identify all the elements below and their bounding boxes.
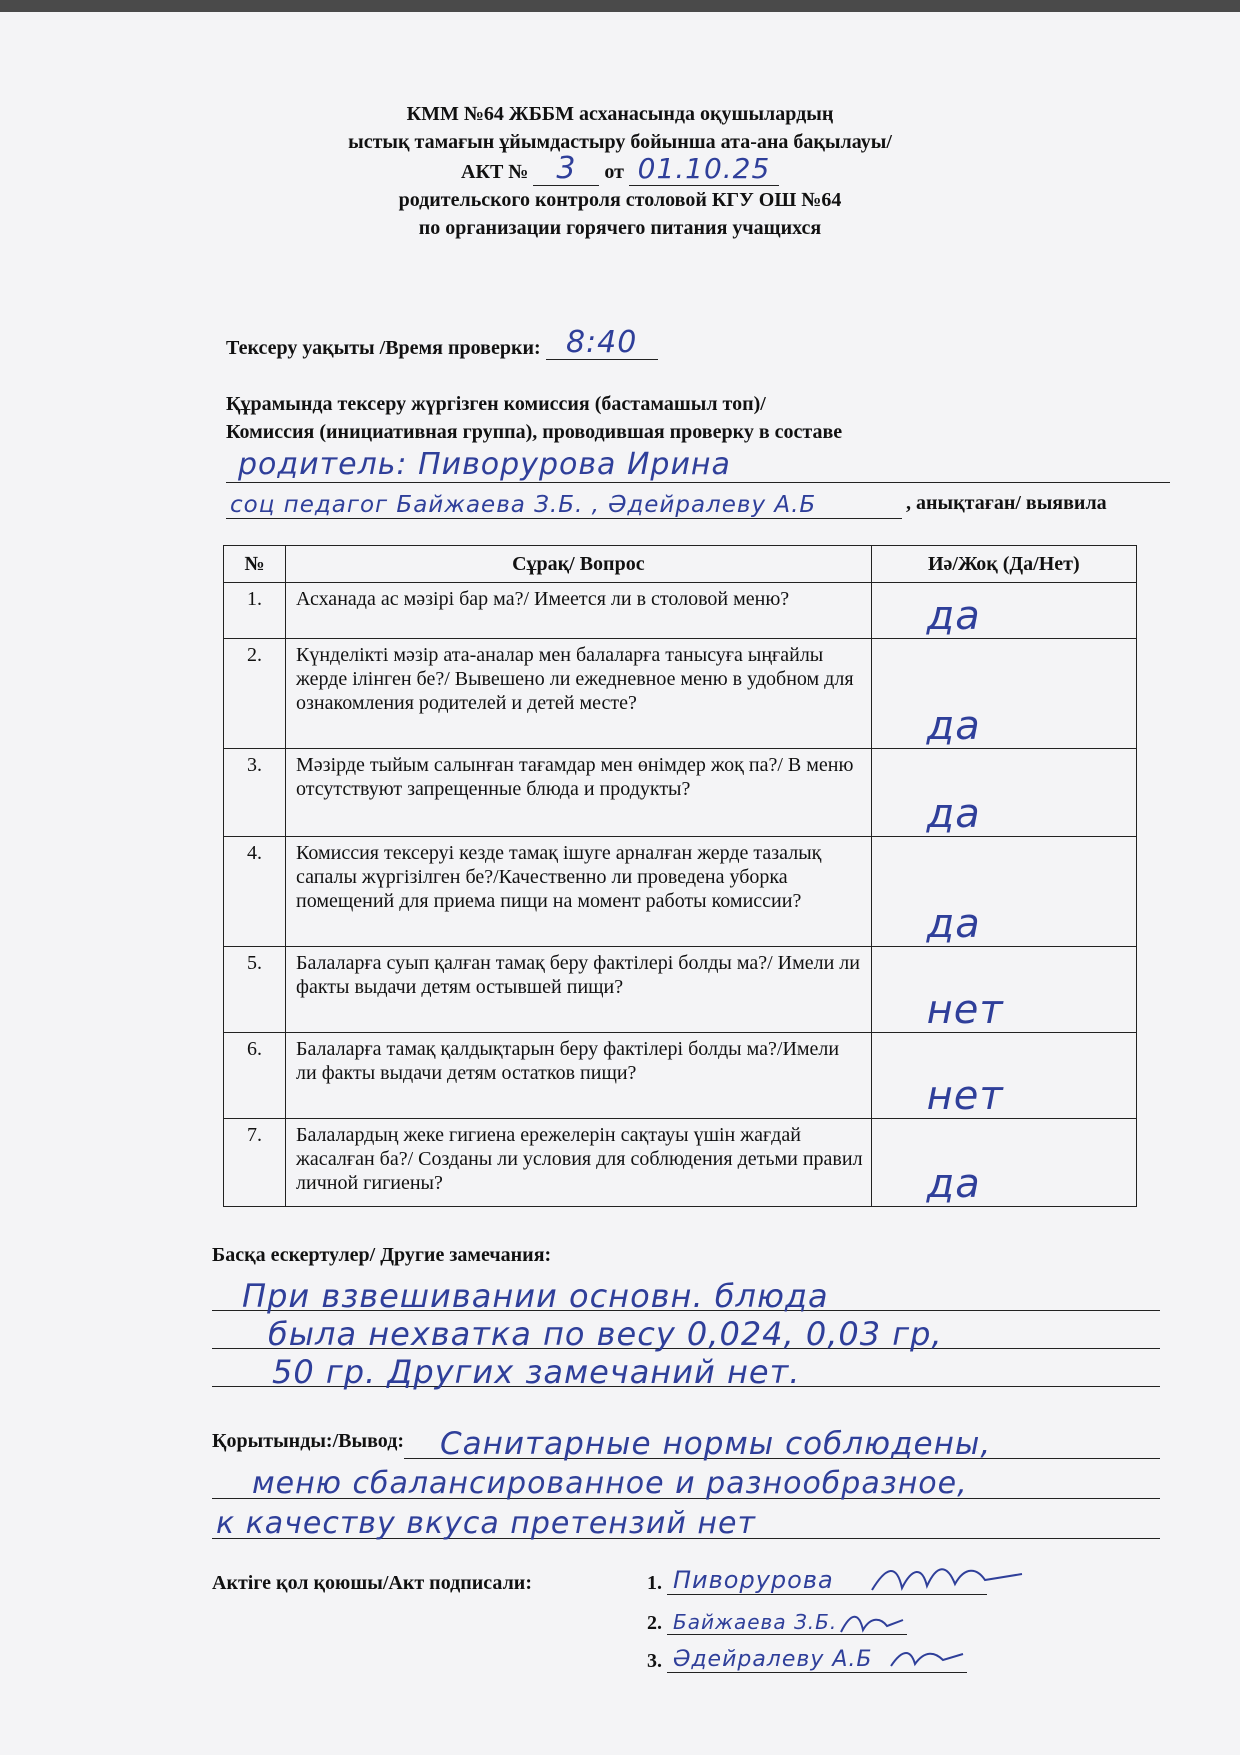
conclusion-label: Қорытынды:/Вывод: xyxy=(212,1430,404,1452)
row-question: Балаларға тамақ қалдықтарын беру фактілері болды ма?/Имели ли факты выдачи детям остатков пищи? xyxy=(286,1033,872,1119)
row-answer-cell xyxy=(871,639,1136,749)
signature-row xyxy=(647,1568,987,1595)
row-question: Күнделікті мәзір ата-аналар мен балаларға танысуға ыңғайлы жерде ілінген бе?/ Вывешено ли ежедневное меню в удобном для ознакомления родителей и детей месте? xyxy=(286,639,872,749)
row-answer: да xyxy=(926,791,981,837)
check-time-label: Тексеру уақыты /Время проверки: xyxy=(226,337,541,359)
row-number: 7. xyxy=(224,1119,286,1207)
commission-members-line-2 xyxy=(226,486,902,519)
signature-scribble-1 xyxy=(867,1560,1027,1594)
row-answer: да xyxy=(926,1161,981,1207)
remarks-line-2 xyxy=(212,1312,1160,1353)
act-date-field xyxy=(629,152,779,186)
col-header-question: Сұрақ/ Вопрос xyxy=(286,546,872,583)
act-date: 01.10.25 xyxy=(637,152,771,185)
row-number: 2. xyxy=(224,639,286,749)
commission-label-line-2: Комиссия (инициативная группа), проводившая проверку в составе xyxy=(226,421,843,443)
col-header-answer: Иә/Жоқ (Да/Нет) xyxy=(871,546,1136,583)
signature-number: 2. xyxy=(647,1612,662,1634)
conclusion-text-1: Санитарные нормы соблюдены, xyxy=(440,1426,992,1462)
signature-line xyxy=(667,1608,907,1635)
row-answer: нет xyxy=(926,1073,1004,1119)
table-header-row xyxy=(224,546,1137,583)
act-number-field xyxy=(533,151,599,186)
document-header xyxy=(0,100,1240,242)
commission-label xyxy=(226,390,842,446)
act-from: от xyxy=(604,161,624,183)
row-answer-cell xyxy=(871,1033,1136,1119)
table-row xyxy=(224,1033,1137,1119)
act-title-line xyxy=(0,151,1240,186)
signature-scribble-3 xyxy=(887,1644,967,1674)
row-answer-cell xyxy=(871,749,1136,837)
remarks-label: Басқа ескертулер/ Другие замечания: xyxy=(212,1244,552,1266)
conclusion-line-3 xyxy=(212,1502,1160,1539)
row-number: 1. xyxy=(224,583,286,639)
table-row xyxy=(224,1119,1137,1207)
act-prefix: АКТ № xyxy=(461,161,529,183)
row-question: Асханада ас мәзірі бар ма?/ Имеется ли в столовой меню? xyxy=(286,583,872,639)
signature-line xyxy=(667,1646,967,1673)
remarks-text-3: 50 гр. Других замечаний нет. xyxy=(272,1353,801,1391)
commission-members-2: соц педагог Байжаева З.Б. , Әдейралеву А.Б xyxy=(230,492,817,518)
row-answer-cell xyxy=(871,947,1136,1033)
signature-row xyxy=(647,1646,967,1673)
table-row xyxy=(224,837,1137,947)
conclusion-line-1 xyxy=(404,1422,1160,1462)
inspection-table xyxy=(223,545,1137,1207)
row-answer: да xyxy=(926,703,981,749)
row-answer: нет xyxy=(926,987,1004,1033)
row-question: Балаларға суып қалған тамақ беру фактілері болды ма?/ Имели ли факты выдачи детям остывшей пищи? xyxy=(286,947,872,1033)
row-number: 3. xyxy=(224,749,286,837)
row-question: Комиссия тексеруі кезде тамақ ішуге арналған жерде тазалық сапалы жүргізілген бе?/Качественно ли проведена уборка помещений для приема пищи на момент работы комиссии? xyxy=(286,837,872,947)
conclusion-line-2 xyxy=(212,1462,1160,1499)
remarks-text-2: была нехватка по весу 0,024, 0,03 гр, xyxy=(268,1315,943,1353)
table-row xyxy=(224,947,1137,1033)
act-number: 3 xyxy=(556,151,577,186)
commission-label-line-1: Құрамында тексеру жүргізген комиссия (бастамашыл топ)/ xyxy=(226,393,766,415)
remarks-line-3 xyxy=(212,1350,1160,1391)
remarks-text-1: При взвешивании основн. блюда xyxy=(242,1277,829,1315)
conclusion-text-2: меню сбалансированное и разнообразное, xyxy=(252,1466,968,1501)
row-number: 6. xyxy=(224,1033,286,1119)
row-answer: да xyxy=(926,901,981,947)
signature-number: 1. xyxy=(647,1572,662,1594)
remarks-line-1 xyxy=(212,1274,1160,1315)
signature-name: Әдейралеву А.Б xyxy=(673,1647,873,1672)
check-time-row xyxy=(226,325,658,360)
check-time-value: 8:40 xyxy=(565,325,638,360)
row-answer-cell xyxy=(871,583,1136,639)
signature-name: Байжаева З.Б. xyxy=(673,1610,838,1634)
signature-row xyxy=(647,1608,907,1635)
row-question: Балалардың жеке гигиена ережелерін сақтауы үшін жағдай жасалған ба?/ Созданы ли условия для соблюдения детьми правил личной гигиены? xyxy=(286,1119,872,1207)
row-number: 4. xyxy=(224,837,286,947)
header-line-1: КММ №64 ЖББМ асханасында оқушылардың xyxy=(406,103,834,125)
signature-name: Пиворурова xyxy=(673,1566,834,1594)
signature-line xyxy=(667,1568,987,1595)
document-sheet xyxy=(0,12,1240,1755)
signature-scribble-2 xyxy=(837,1608,907,1638)
row-answer-cell xyxy=(871,837,1136,947)
header-line-5: по организации горячего питания учащихся xyxy=(418,217,822,239)
col-header-number: № xyxy=(224,546,286,583)
row-answer-cell xyxy=(871,1119,1136,1207)
table-row xyxy=(224,749,1137,837)
conclusion-text-3: к качеству вкуса претензий нет xyxy=(216,1506,756,1541)
table-row xyxy=(224,583,1137,639)
signatures-label: Актіге қол қоюшы/Акт подписали: xyxy=(212,1572,532,1594)
table-row xyxy=(224,639,1137,749)
header-line-4: родительского контроля столовой КГУ ОШ №64 xyxy=(398,189,842,211)
header-line-2: ыстық тамағын ұйымдастыру бойынша ата-ана бақылауы/ xyxy=(348,131,892,153)
commission-members-1: родитель: Пиворурова Ирина xyxy=(238,447,731,482)
commission-suffix: , анықтаған/ выявила xyxy=(906,492,1107,514)
signature-number: 3. xyxy=(647,1650,662,1672)
row-answer: да xyxy=(926,593,981,639)
commission-members-line-1 xyxy=(226,447,1170,483)
check-time-field xyxy=(546,325,658,360)
row-question: Мәзірде тыйым салынған тағамдар мен өнімдер жоқ па?/ В меню отсутствуют запрещенные блюда и продукты? xyxy=(286,749,872,837)
row-number: 5. xyxy=(224,947,286,1033)
